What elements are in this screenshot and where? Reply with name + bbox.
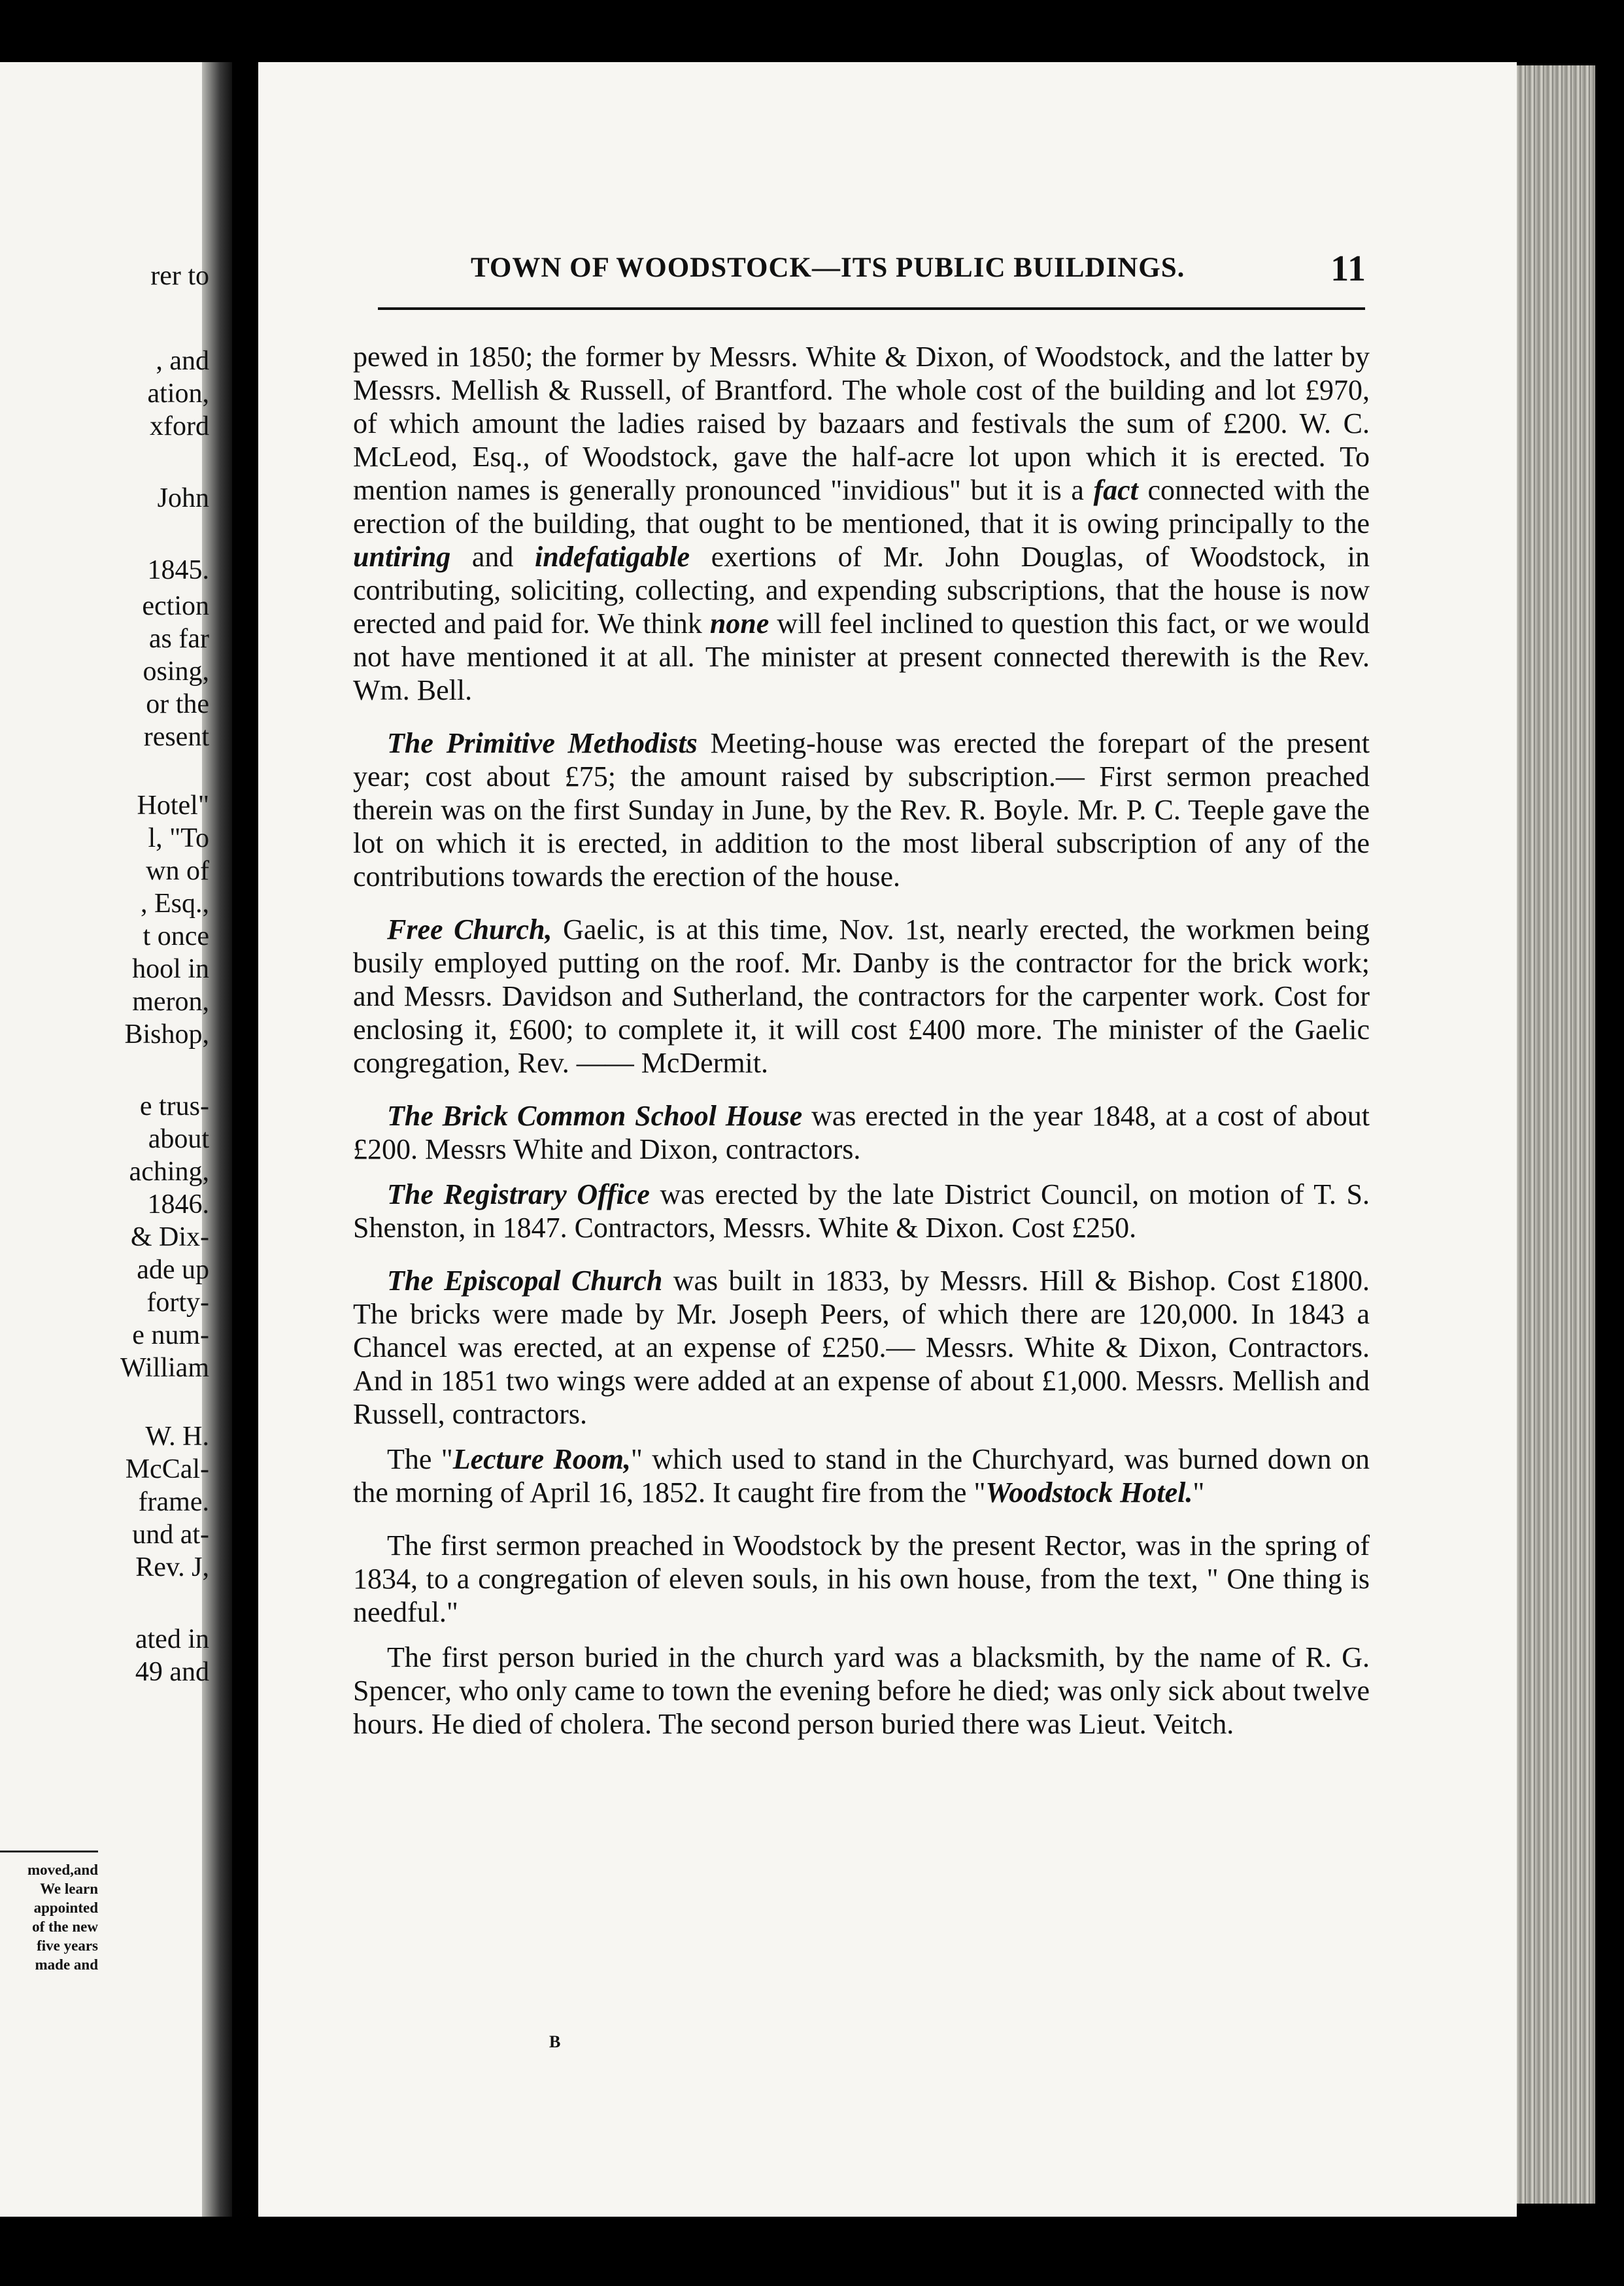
facing-page-line: meron, xyxy=(132,987,209,1017)
facing-page-line: , Esq., xyxy=(141,889,209,919)
paragraph-lecture-room: The "Lecture Room," which used to stand in the Churchyard, was burned down on the morning of April 16, 1852. It caught fire from the "Woodstock Hotel." xyxy=(353,1443,1370,1509)
facing-page-line: William xyxy=(120,1353,209,1383)
facing-page-line: ection xyxy=(142,591,209,621)
page-edges xyxy=(1517,65,1595,2204)
facing-page-line: as far xyxy=(148,624,209,654)
running-title: TOWN OF WOODSTOCK—ITS PUBLIC BUILDINGS. xyxy=(471,252,1185,283)
facing-page-line: 1846. xyxy=(147,1189,209,1220)
facing-page-footnote: moved,and We learn appointed of the new five years made and xyxy=(27,1862,98,1973)
facing-page-line: rer to xyxy=(150,261,209,291)
facing-page-line: Bishop, xyxy=(124,1019,209,1049)
paragraph-primitive-methodists: The Primitive Methodists Meeting-house was erected the forepart of the present year; cost about £75; the amount raised by subscription.— First sermon preached therein was on the first Sunday in June, by the Rev. R. Boyle. Mr. P. C. Teeple gave the lot on which it is erected, in addition to the most liberal subscription of any of the contributions towards the erection of the house. xyxy=(353,727,1370,893)
paragraph-first-burial: The first person buried in the church yard was a blacksmith, by the name of R. G. Spencer, who only came to town the evening before he died; was only sick about twelve hours. He died of cholera. The second person buried there was Lieut. Veitch. xyxy=(353,1641,1370,1740)
facing-page-line: resent xyxy=(143,722,209,752)
facing-page-line: ated in xyxy=(135,1624,209,1654)
facing-page xyxy=(0,62,226,2217)
header-rule xyxy=(378,307,1365,310)
paragraph-free-church: Free Church, Gaelic, is at this time, Nov. 1st, nearly erected, the workmen being busily employed putting on the roof. Mr. Danby is the contractor for the brick work; and Messrs. Davidson and Sutherland, the contractors for the carpenter work. Cost for enclosing it, £600; to complete it, it will cost £400 more. The minister of the Gaelic congregation, Rev. —— McDermit. xyxy=(353,913,1370,1079)
facing-page-line: forty- xyxy=(146,1288,209,1318)
facing-page-line: W. H. xyxy=(145,1422,209,1452)
facing-page-line: 1845. xyxy=(147,555,209,585)
facing-page-line: or the xyxy=(146,689,209,719)
facing-page-line: Hotel" xyxy=(137,791,209,821)
facing-page-line: , and xyxy=(156,346,209,376)
facing-page-line: & Dix- xyxy=(130,1222,209,1252)
facing-page-line: McCal- xyxy=(125,1454,209,1484)
facing-page-line: hool in xyxy=(132,954,209,984)
footnote-rule xyxy=(0,1851,98,1852)
facing-page-line: e num- xyxy=(132,1320,209,1350)
facing-page-line: t once xyxy=(143,921,209,951)
page-number: 11 xyxy=(1330,248,1366,289)
facing-page-line: wn of xyxy=(146,856,209,886)
paragraph-brick-school: The Brick Common School House was erected in the year 1848, at a cost of about £200. Messrs White and Dixon, contractors. xyxy=(353,1100,1370,1165)
paragraph-first-sermon: The first sermon preached in Woodstock by the present Rector, was in the spring of 1834, to a congregation of eleven souls, in his own house, from the text, " One thing is needful." xyxy=(353,1529,1370,1628)
facing-page-line: 49 and xyxy=(135,1657,209,1687)
facing-page-line: Rev. J, xyxy=(135,1552,209,1582)
facing-page-line: ation, xyxy=(147,379,209,409)
paragraph-episcopal-church: The Episcopal Church was built in 1833, by Messrs. Hill & Bishop. Cost £1800. The bricks were made by Mr. Joseph Peers, of which there are 120,000. In 1843 a Chancel was erected, at an expense of £250.— Messrs. White & Dixon, Contractors. And in 1851 two wings were added at an expense of about £1,000. Messrs. Mellish and Russell, contractors. xyxy=(353,1265,1370,1430)
running-header xyxy=(471,248,1366,291)
signature-mark: B xyxy=(549,2032,561,2051)
page-body xyxy=(353,340,1370,1760)
facing-page-line: xford xyxy=(150,411,209,441)
paragraph-registrary-office: The Registrary Office was erected by the late District Council, on motion of T. S. Shenston, in 1847. Contractors, Messrs. White & Dixon. Cost £250. xyxy=(353,1178,1370,1244)
paragraph-methodist-continued: pewed in 1850; the former by Messrs. White & Dixon, of Woodstock, and the latter by Messrs. Mellish & Russell, of Brantford. The whole cost of the building and lot £970, of which amount the ladies raised by bazaars and festivals the sum of £200. W. C. McLeod, Esq., of Woodstock, gave the half-acre lot upon which it is erected. To mention names is generally pronounced "invidious" but it is a fact connected with the erection of the building, that ought to be mentioned, that it is owing principally to the untiring and indefatigable exertions of Mr. John Douglas, of Woodstock, in contributing, soliciting, collecting, and expending subscriptions, that the house is now erected and paid for. We think none will feel inclined to question this fact, or we would not have mentioned it at all. The minister at present connected therewith is the Rev. Wm. Bell. xyxy=(353,341,1370,706)
facing-page-line: aching, xyxy=(129,1157,209,1187)
facing-page-line: l, "To xyxy=(148,823,209,853)
facing-page-line: about xyxy=(148,1124,209,1154)
facing-page-line: osing, xyxy=(143,657,209,687)
facing-page-line: frame. xyxy=(138,1487,209,1517)
facing-page-line: e trus- xyxy=(139,1091,209,1121)
facing-page-line: John xyxy=(157,483,209,513)
facing-page-line: und at- xyxy=(132,1520,209,1550)
facing-page-line: ade up xyxy=(137,1255,209,1285)
